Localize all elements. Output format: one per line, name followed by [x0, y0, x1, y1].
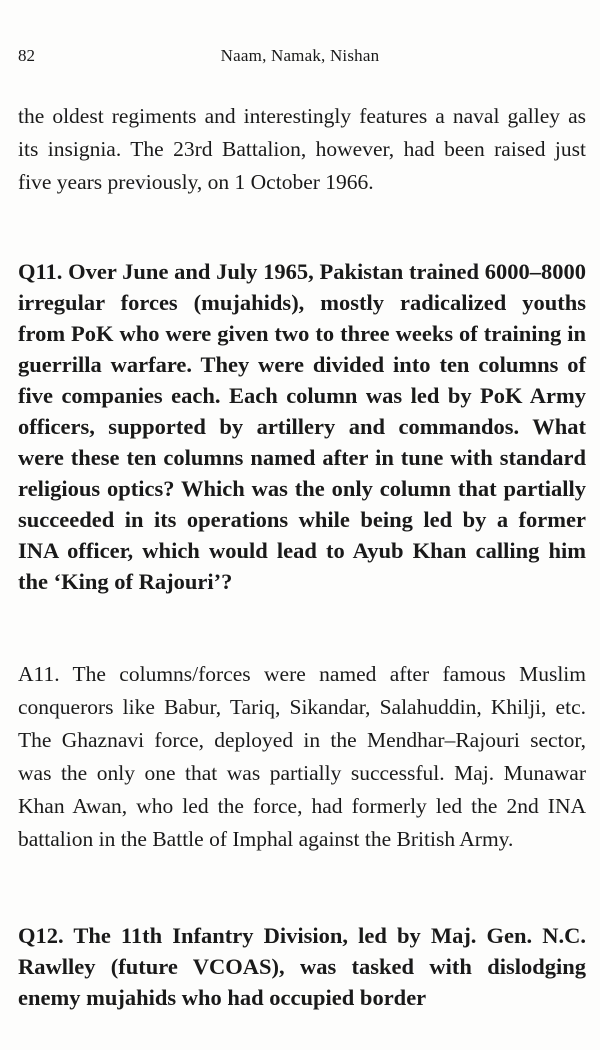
running-title: Naam, Namak, Nishan — [220, 46, 380, 65]
answer-11: A11. The columns/forces were named after famous Muslim conquerors like Babur, Tariq, Sikandar, Salahuddin, Khilji, etc. The Ghaznavi force, deployed in the Mendhar–Rajouri sector, was the only one that was partially successful. Maj. Munawar Khan Awan, who led the force, had formerly led the 2nd INA battalion in the Battle of Imphal against the British Army. — [18, 662, 586, 851]
question-12: Q12. The 11th Infantry Division, led by Maj. Gen. N.C. Rawlley (future VCOAS), was tasked with dislodging enemy mujahids who had occupied border — [18, 923, 586, 1010]
page-number: 82 — [18, 46, 35, 65]
page-header — [18, 46, 582, 76]
intro-paragraph: the oldest regiments and interestingly features a naval galley as its insignia. The 23rd Battalion, however, had been raised just five years previously, on 1 October 1966. — [18, 104, 586, 194]
question-11: Q11. Over June and July 1965, Pakistan trained 6000–8000 irregular forces (mujahids), mostly radicalized youths from PoK who were given two to three weeks of training in guerrilla warfare. They were divided into ten columns of five companies each. Each column was led by PoK Army officers, supported by artillery and commandos. What were these ten columns named after in tune with standard religious optics? Which was the only column that partially succeeded in its operations while being led by a former INA officer, which would lead to Ayub Khan calling him the ‘King of Rajouri’? — [18, 259, 586, 594]
